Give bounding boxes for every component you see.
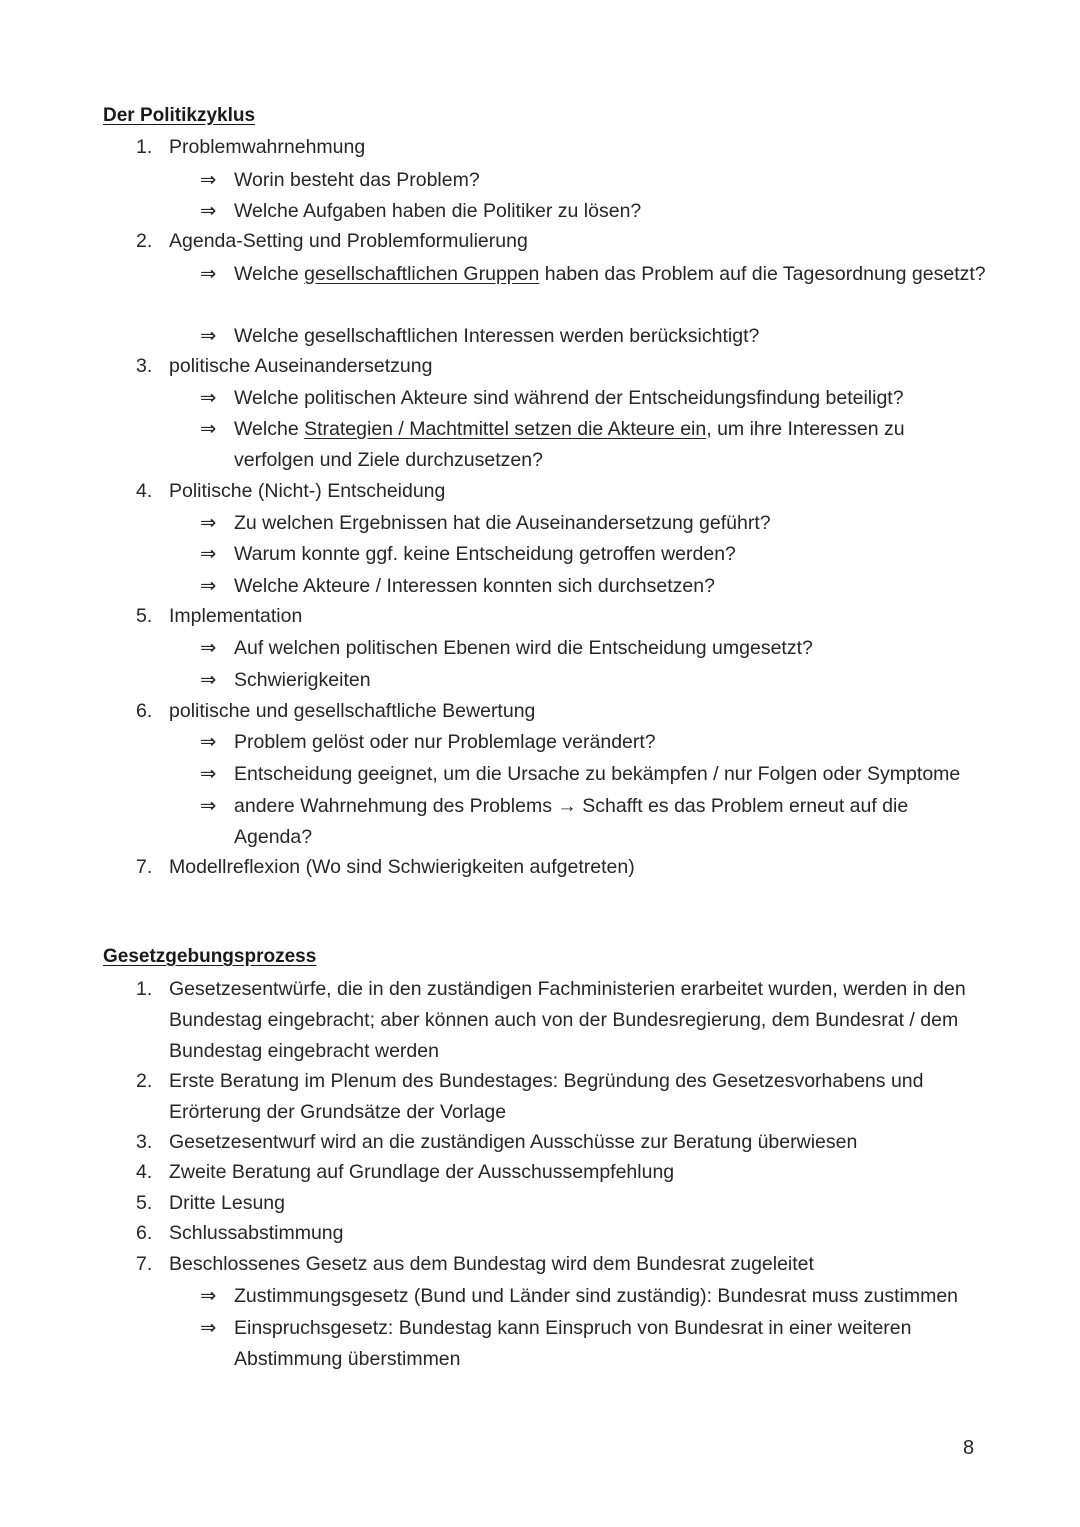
double-arrow-icon: ⇒ bbox=[200, 387, 217, 409]
list-item bbox=[136, 601, 986, 632]
double-arrow-icon: ⇒ bbox=[200, 263, 217, 285]
sub-item bbox=[200, 414, 990, 476]
text-run: haben das Problem auf die Tagesordnung gesetzt? bbox=[539, 263, 986, 285]
item-text: Dritte Lesung bbox=[169, 1192, 285, 1214]
sub-item-text: Zustimmungsgesetz (Bund und Länder sind zuständig): Bundesrat muss zustimmen bbox=[234, 1285, 959, 1307]
sub-item-text: Problem gelöst oder nur Problemlage verändert? bbox=[234, 731, 656, 753]
page-number: 8 bbox=[963, 1437, 975, 1459]
item-number: 3. bbox=[136, 1131, 153, 1153]
item-text: politische Auseinandersetzung bbox=[169, 355, 433, 377]
sub-item-text: Welche Akteure / Interessen konnten sich durchsetzen? bbox=[234, 575, 715, 597]
double-arrow-icon: ⇒ bbox=[200, 512, 217, 534]
sub-item bbox=[200, 259, 990, 290]
item-text: Gesetzesentwurf wird an die zuständigen Ausschüsse zur Beratung überwiesen bbox=[169, 1131, 858, 1153]
double-arrow-icon: ⇒ bbox=[200, 200, 217, 222]
double-arrow-icon: ⇒ bbox=[200, 763, 217, 785]
list-item bbox=[136, 1127, 986, 1158]
sub-item bbox=[200, 633, 990, 664]
item-number: 1. bbox=[136, 136, 153, 158]
text-run: Welche bbox=[234, 418, 305, 440]
item-number: 7. bbox=[136, 856, 153, 878]
item-number: 7. bbox=[136, 1253, 153, 1275]
double-arrow-icon: ⇒ bbox=[200, 795, 217, 817]
list-item bbox=[136, 1066, 986, 1128]
list-item bbox=[136, 1188, 986, 1219]
sub-item bbox=[200, 383, 990, 414]
sub-item-text: Zu welchen Ergebnissen hat die Auseinandersetzung geführt? bbox=[234, 512, 771, 534]
item-number: 1. bbox=[136, 978, 153, 1000]
item-number: 2. bbox=[136, 1070, 153, 1092]
item-text: Gesetzesentwürfe, die in den zuständigen Fachministerien erarbeitet wurden, werden in den Bundestag eingebracht; aber können auch von der Bundesregierung, dem Bundesrat / dem Bundestag eingebracht werden bbox=[169, 978, 966, 1062]
list-item bbox=[136, 1157, 986, 1188]
sub-item bbox=[200, 571, 990, 602]
item-text: Modellreflexion (Wo sind Schwierigkeiten aufgetreten) bbox=[169, 856, 635, 878]
item-text: Implementation bbox=[169, 605, 303, 627]
double-arrow-icon: ⇒ bbox=[200, 325, 217, 347]
sub-item bbox=[200, 508, 990, 539]
list-item bbox=[136, 1218, 986, 1249]
sub-item-text bbox=[234, 414, 990, 476]
item-number: 4. bbox=[136, 1161, 153, 1183]
item-text: Erste Beratung im Plenum des Bundestages: Begründung des Gesetzesvorhabens und Erörterung der Grundsätze der Vorlage bbox=[169, 1070, 924, 1123]
sub-item-text: Worin besteht das Problem? bbox=[234, 169, 480, 191]
double-arrow-icon: ⇒ bbox=[200, 637, 217, 659]
sub-item bbox=[200, 539, 990, 570]
text-run: , um ihre Interessen zu verfolgen und Ziele durchzusetzen? bbox=[234, 418, 905, 471]
sub-item bbox=[200, 665, 990, 696]
double-arrow-icon: ⇒ bbox=[200, 1285, 217, 1307]
item-number: 5. bbox=[136, 1192, 153, 1214]
list-item bbox=[136, 974, 986, 1067]
sub-item bbox=[200, 1313, 990, 1375]
sub-item bbox=[200, 791, 990, 853]
sub-item-text: Warum konnte ggf. keine Entscheidung getroffen werden? bbox=[234, 543, 736, 565]
double-arrow-icon: ⇒ bbox=[200, 731, 217, 753]
sub-item-text: Welche politischen Akteure sind während der Entscheidungsfindung beteiligt? bbox=[234, 387, 904, 409]
sub-item-text: Auf welchen politischen Ebenen wird die Entscheidung umgesetzt? bbox=[234, 637, 813, 659]
text-run: Welche bbox=[234, 263, 305, 285]
sub-item-text: Welche gesellschaftlichen Interessen werden berücksichtigt? bbox=[234, 325, 760, 347]
item-text: Schlussabstimmung bbox=[169, 1222, 344, 1244]
section-heading-politikzyklus: Der Politikzyklus bbox=[103, 105, 256, 126]
item-text: Agenda-Setting und Problemformulierung bbox=[169, 230, 528, 252]
item-number: 2. bbox=[136, 230, 153, 252]
sub-item bbox=[200, 165, 990, 196]
double-arrow-icon: ⇒ bbox=[200, 1317, 217, 1339]
item-text: Beschlossenes Gesetz aus dem Bundestag wird dem Bundesrat zugeleitet bbox=[169, 1253, 814, 1275]
sub-item-text: andere Wahrnehmung des Problems → Schafft es das Problem erneut auf die Agenda? bbox=[234, 795, 909, 848]
list-item bbox=[136, 476, 986, 507]
section-heading-gesetzgebung: Gesetzgebungsprozess bbox=[103, 946, 317, 967]
item-number: 6. bbox=[136, 1222, 153, 1244]
double-arrow-icon: ⇒ bbox=[200, 669, 217, 691]
sub-item bbox=[200, 196, 990, 227]
item-number: 4. bbox=[136, 480, 153, 502]
list-item bbox=[136, 132, 986, 163]
sub-item bbox=[200, 759, 990, 790]
sub-item-text: Welche Aufgaben haben die Politiker zu lösen? bbox=[234, 200, 642, 222]
sub-item-text: Einspruchsgesetz: Bundestag kann Einspruch von Bundesrat in einer weiteren Abstimmung überstimmen bbox=[234, 1317, 912, 1370]
underlined-text: gesellschaftlichen Gruppen bbox=[304, 263, 540, 285]
sub-item-text bbox=[234, 259, 990, 290]
list-item bbox=[136, 696, 986, 727]
sub-item-text: Schwierigkeiten bbox=[234, 669, 371, 691]
item-text: Politische (Nicht-) Entscheidung bbox=[169, 480, 446, 502]
double-arrow-icon: ⇒ bbox=[200, 575, 217, 597]
item-text: Problemwahrnehmung bbox=[169, 136, 366, 158]
sub-item bbox=[200, 727, 990, 758]
item-number: 6. bbox=[136, 700, 153, 722]
double-arrow-icon: ⇒ bbox=[200, 169, 217, 191]
sub-item-text: Entscheidung geeignet, um die Ursache zu bekämpfen / nur Folgen oder Symptome bbox=[234, 763, 961, 785]
underlined-text: Strategien / Machtmittel setzen die Akteure ein bbox=[304, 418, 707, 440]
item-number: 5. bbox=[136, 605, 153, 627]
item-number: 3. bbox=[136, 355, 153, 377]
double-arrow-icon: ⇒ bbox=[200, 418, 217, 440]
double-arrow-icon: ⇒ bbox=[200, 543, 217, 565]
list-item bbox=[136, 852, 986, 883]
sub-item bbox=[200, 321, 990, 352]
item-text: Zweite Beratung auf Grundlage der Ausschussempfehlung bbox=[169, 1161, 675, 1183]
item-text: politische und gesellschaftliche Bewertung bbox=[169, 700, 536, 722]
list-item bbox=[136, 1249, 986, 1280]
list-item bbox=[136, 226, 986, 257]
list-item bbox=[136, 351, 986, 382]
sub-item bbox=[200, 1281, 990, 1312]
